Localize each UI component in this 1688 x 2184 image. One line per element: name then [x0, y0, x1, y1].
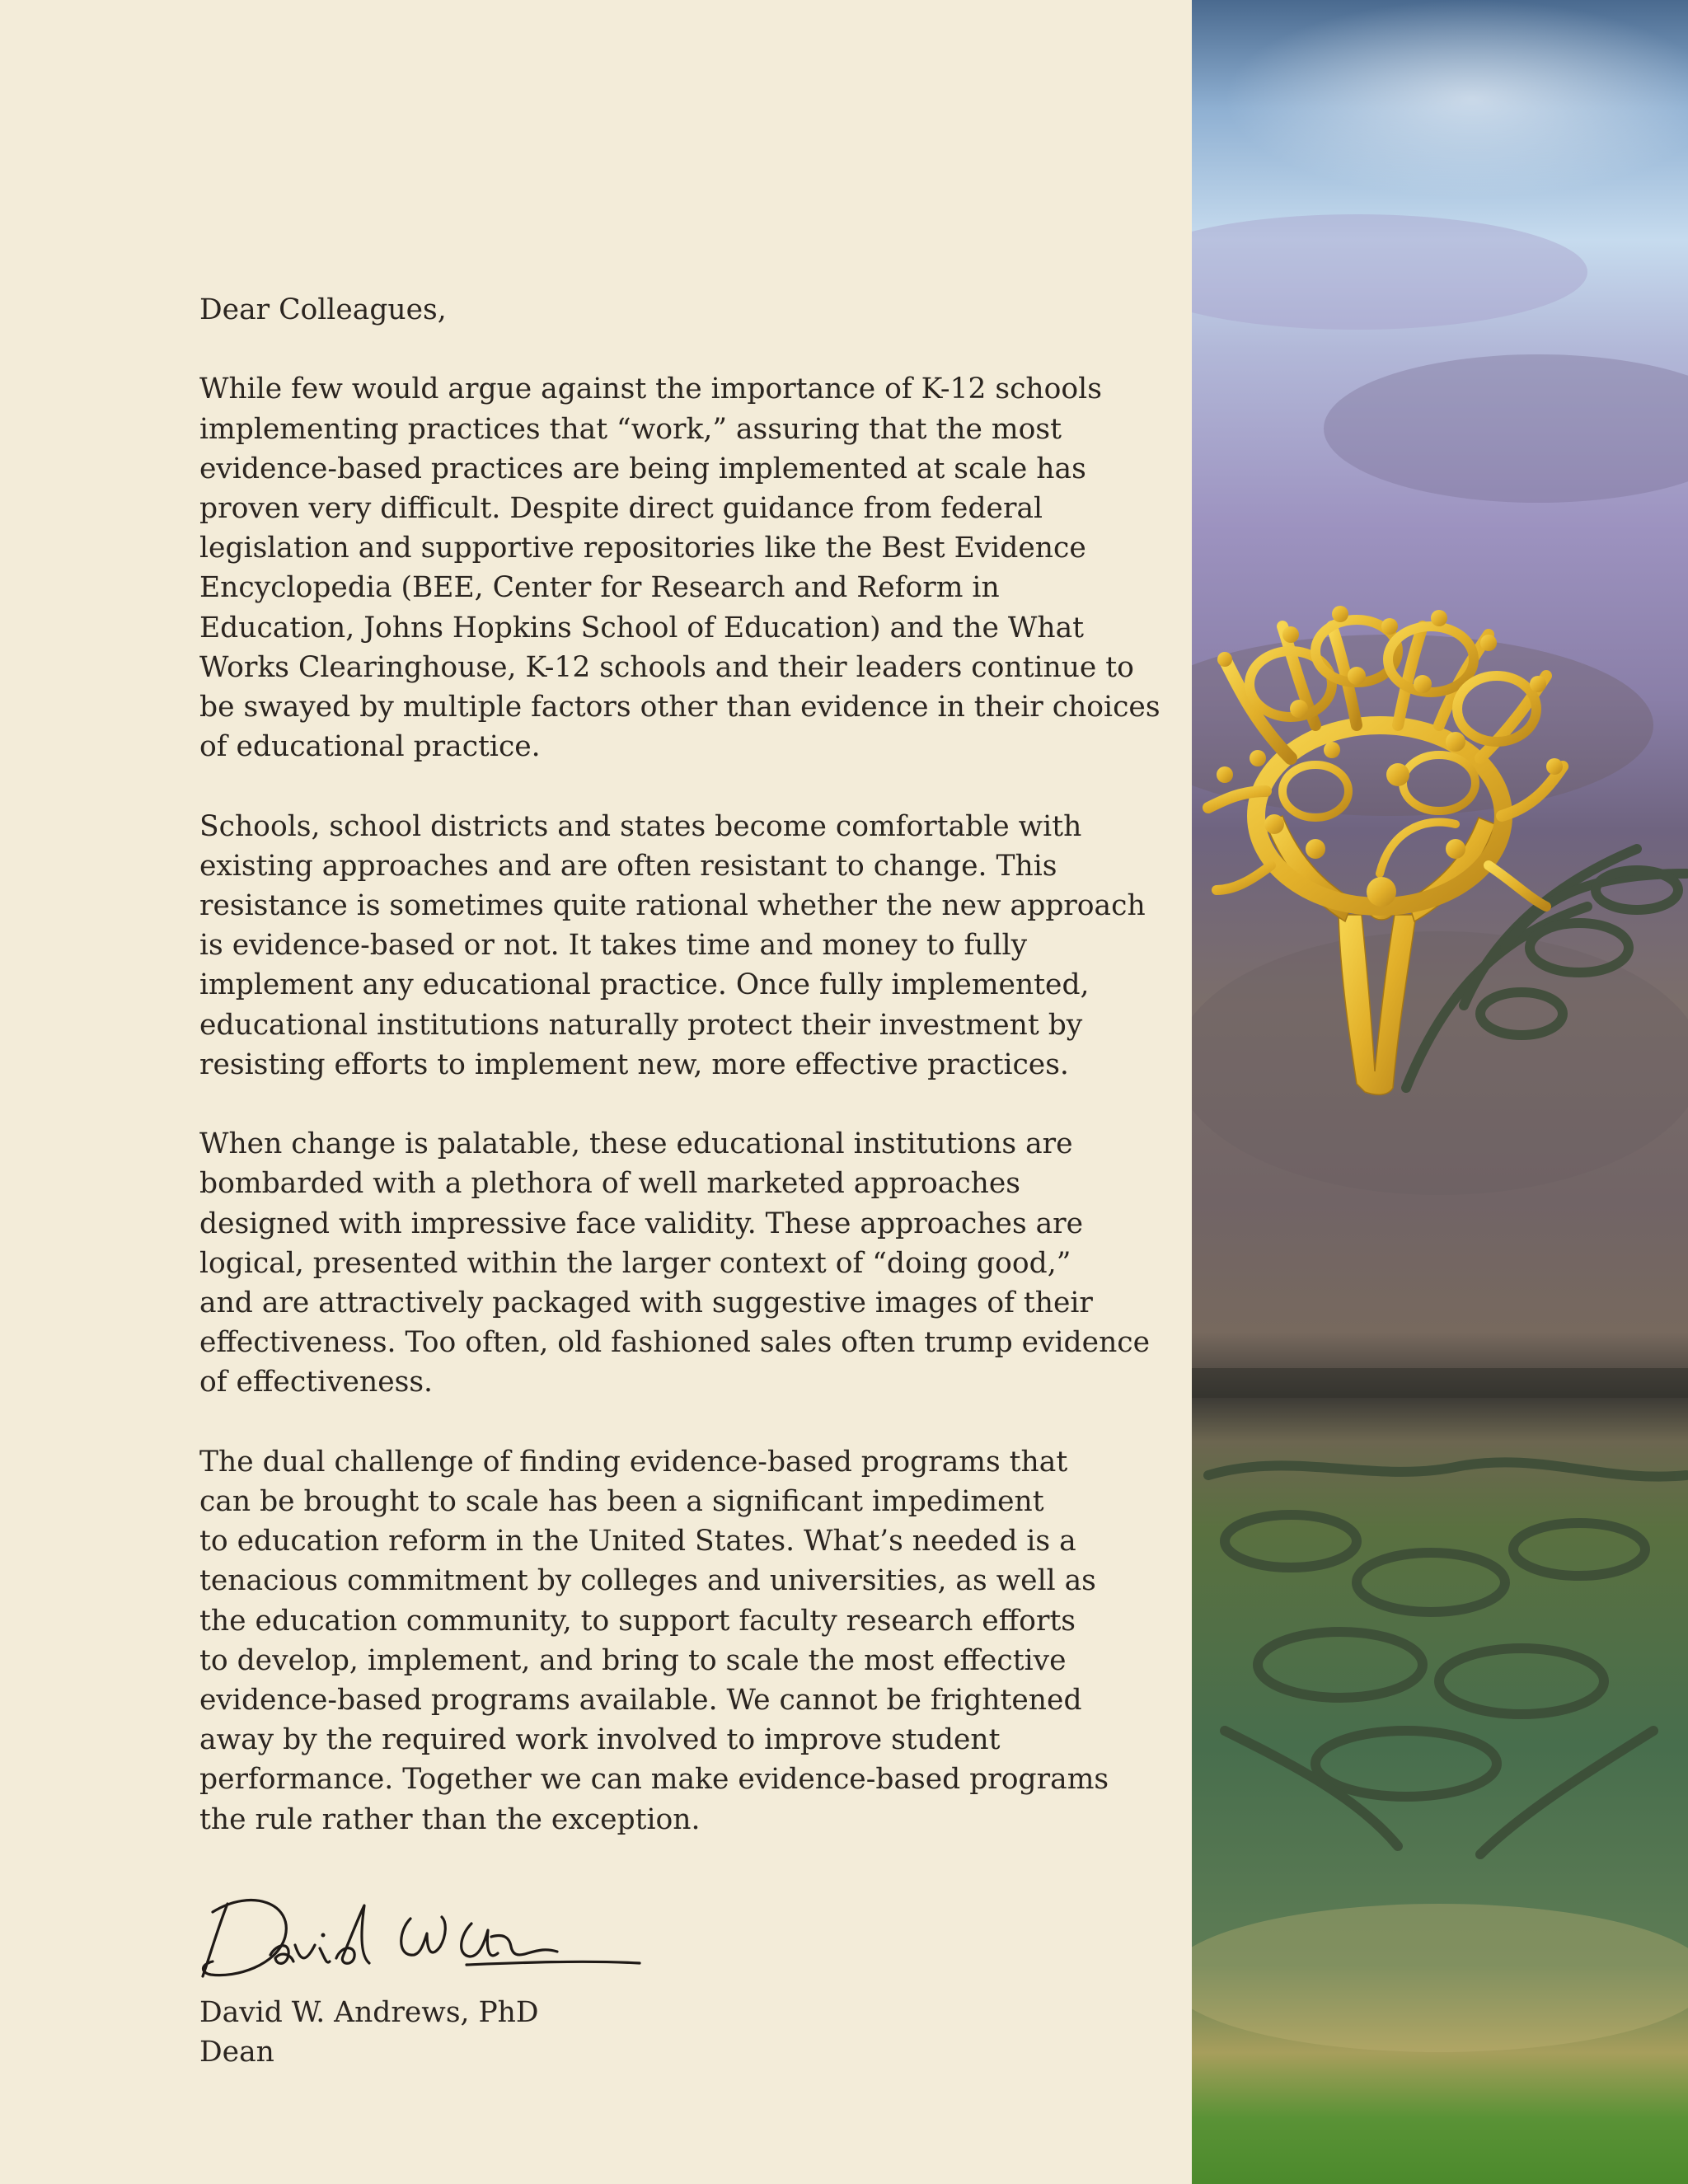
landscape-artwork	[1192, 0, 1688, 2184]
paragraph-line: to develop, implement, and bring to scale the most effective	[199, 1643, 1067, 1677]
paragraph-line: evidence-based practices are being implemented at scale has	[199, 452, 1086, 485]
paragraph-2	[199, 807, 1146, 1085]
paragraph-line: performance. Together we can make evidence-based programs	[199, 1763, 1109, 1797]
paragraph-line: the education community, to support faculty research efforts	[199, 1604, 1076, 1638]
paragraph-line: the rule rather than the exception.	[199, 1802, 701, 1836]
paragraph-line: educational institutions naturally protect their investment by	[199, 1008, 1083, 1042]
paragraph-line: While few would argue against the importance of K-12 schools	[199, 373, 1102, 406]
people-tree-illustration-icon	[1192, 0, 1688, 2184]
paragraph-line: The dual challenge of finding evidence-based programs that	[199, 1445, 1068, 1479]
paragraph-line: resistance is sometimes quite rational whether the new approach	[199, 889, 1146, 923]
paragraph-line: implement any educational practice. Once fully implemented,	[199, 968, 1090, 1002]
paragraph-line: and are attractively packaged with suggestive images of their	[199, 1286, 1093, 1320]
signer-title: Dean	[199, 2036, 274, 2069]
signature	[195, 1879, 1123, 1986]
paragraph-line: be swayed by multiple factors other than evidence in their choices	[199, 691, 1160, 724]
paragraph-line: effectiveness. Too often, old fashioned sales often trump evidence	[199, 1326, 1151, 1360]
paragraph-line: Works Clearinghouse, K-12 schools and their leaders continue to	[199, 650, 1134, 684]
paragraph-line: tenacious commitment by colleges and universities, as well as	[199, 1564, 1096, 1598]
paragraph-line: can be brought to scale has been a significant impediment	[199, 1485, 1044, 1519]
paragraph-1	[199, 369, 1160, 766]
letter-body	[199, 290, 1160, 2072]
signer-name: David W. Andrews, PhD	[199, 1996, 539, 2030]
paragraph-line: legislation and supportive repositories like the Best Evidence	[199, 532, 1086, 565]
paragraph-line: Education, Johns Hopkins School of Education) and the What	[199, 611, 1085, 644]
salutation: Dear Colleagues,	[199, 293, 447, 326]
paragraph-line: proven very difficult. Despite direct guidance from federal	[199, 492, 1043, 525]
paragraph-line: When change is palatable, these educational institutions are	[199, 1127, 1073, 1161]
paragraph-line: to education reform in the United States. What’s needed is a	[199, 1525, 1076, 1558]
paragraph-line: logical, presented within the larger context of “doing good,”	[199, 1246, 1071, 1280]
paragraph-4	[199, 1442, 1123, 1840]
paragraph-line: implementing practices that “work,” assuring that the most	[199, 412, 1062, 446]
signature-icon	[195, 1879, 656, 1986]
paragraph-line: evidence-based programs available. We cannot be frightened	[199, 1684, 1082, 1718]
paragraph-3	[199, 1124, 1151, 1402]
paragraph-line: Encyclopedia (BEE, Center for Research and Reform in	[199, 571, 1000, 605]
paragraph-line: bombarded with a plethora of well marketed approaches	[199, 1167, 1020, 1201]
paragraph-line: away by the required work involved to improve student	[199, 1723, 1001, 1757]
paragraph-line: Schools, school districts and states become comfortable with	[199, 809, 1082, 843]
paragraph-line: designed with impressive face validity. These approaches are	[199, 1207, 1084, 1240]
paragraph-line: of effectiveness.	[199, 1366, 433, 1399]
paragraph-line: existing approaches and are often resistant to change. This	[199, 849, 1057, 883]
paragraph-line: is evidence-based or not. It takes time and money to fully	[199, 929, 1028, 963]
paragraph-line: resisting efforts to implement new, more effective practices.	[199, 1047, 1069, 1081]
signoff	[199, 1993, 1123, 2072]
paragraph-line: of educational practice.	[199, 730, 541, 764]
